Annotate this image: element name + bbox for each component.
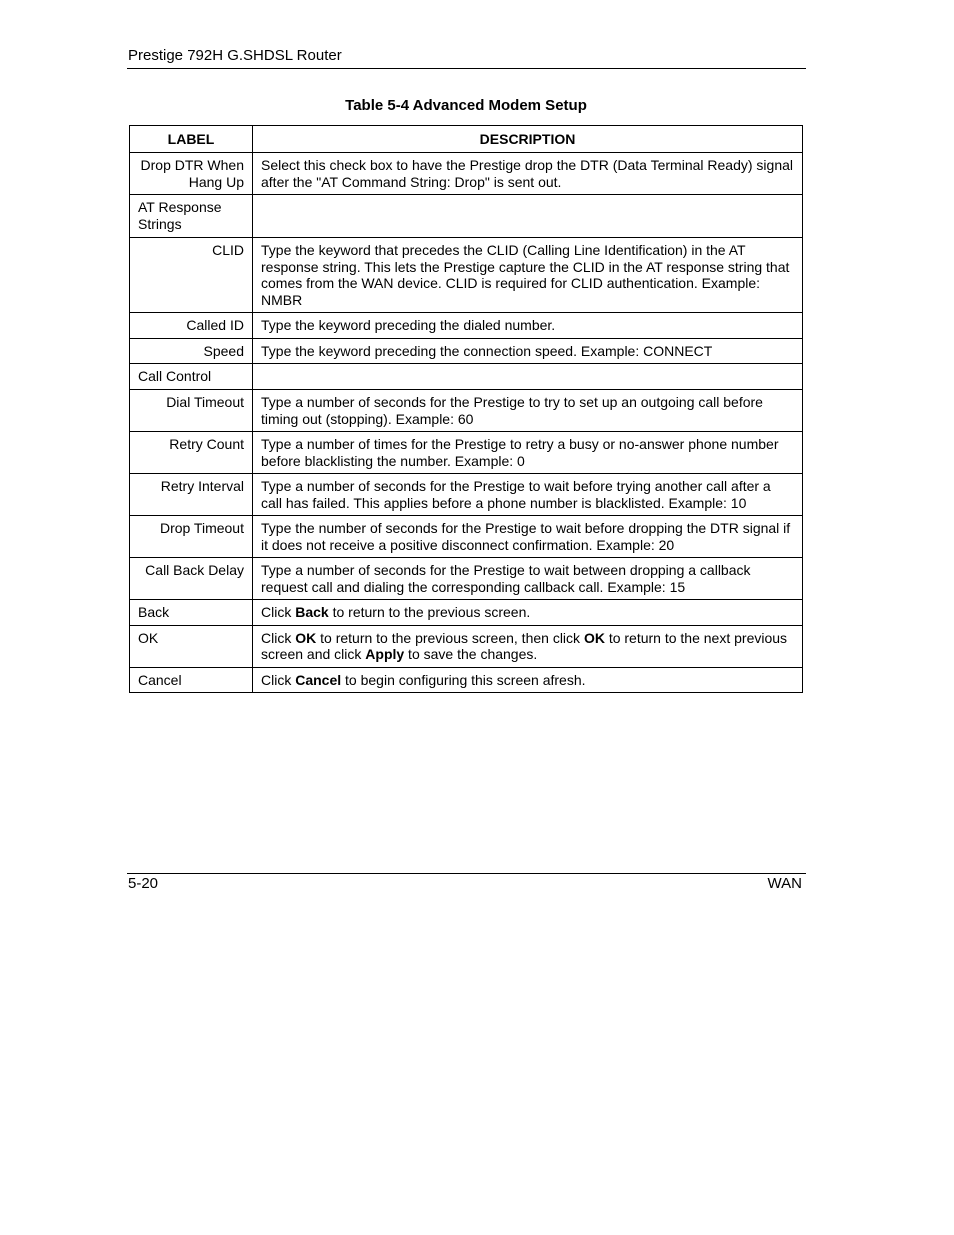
desc-text: Click	[261, 629, 296, 646]
row-label-back: Back	[130, 600, 253, 626]
row-label-clid: CLID	[130, 238, 253, 313]
table-row	[130, 600, 803, 626]
column-header-label: LABEL	[130, 126, 253, 153]
row-label-drop-timeout: Drop Timeout	[130, 516, 253, 558]
row-description: Type a number of seconds for the Prestige to wait between dropping a callback request call and dialing the corresponding callback call. Example: 15	[253, 558, 803, 600]
row-description	[253, 625, 803, 667]
row-description	[253, 364, 803, 390]
advanced-modem-setup-table	[129, 125, 803, 693]
table-row	[130, 313, 803, 339]
desc-text: to begin configuring this screen afresh.	[341, 671, 586, 688]
header-rule	[127, 68, 806, 69]
row-label-dial-timeout: Dial Timeout	[130, 390, 253, 432]
table-row	[130, 474, 803, 516]
footer-rule	[127, 873, 806, 874]
desc-bold-term: Cancel	[295, 671, 342, 688]
row-label-retry-interval: Retry Interval	[130, 474, 253, 516]
table-row	[130, 364, 803, 390]
row-label-call-back-delay: Call Back Delay	[130, 558, 253, 600]
row-label-at-response-strings: AT Response Strings	[130, 195, 253, 238]
desc-bold-term: OK	[583, 629, 605, 646]
row-label-retry-count: Retry Count	[130, 432, 253, 474]
page-number: 5-20	[128, 875, 159, 892]
desc-text: Click	[261, 671, 296, 688]
table-row	[130, 390, 803, 432]
row-label-call-control: Call Control	[130, 364, 253, 390]
desc-text: to return to the next previous screen and click	[261, 629, 788, 662]
table-row	[130, 432, 803, 474]
table-row	[130, 338, 803, 364]
desc-text: to save the changes.	[404, 646, 538, 662]
row-description	[253, 667, 803, 693]
table-row	[130, 625, 803, 667]
row-description: Type the keyword preceding the dialed number.	[253, 313, 803, 339]
row-description: Type a number of seconds for the Prestige to wait before trying another call after a call has failed. This applies before a phone number is blacklisted. Example: 10	[253, 474, 803, 516]
row-description	[253, 600, 803, 626]
row-description: Select this check box to have the Prestige drop the DTR (Data Terminal Ready) signal after the "AT Command String: Drop" is sent out.	[253, 153, 803, 195]
column-header-description: DESCRIPTION	[253, 126, 803, 153]
desc-bold-term: OK	[295, 629, 317, 646]
row-description	[253, 195, 803, 238]
row-description: Type the number of seconds for the Prestige to wait before dropping the DTR signal if it does not receive a positive disconnect confirmation. Example: 20	[253, 516, 803, 558]
table-row	[130, 667, 803, 693]
desc-text: to return to the previous screen, then click	[316, 629, 584, 646]
table-header-row	[130, 126, 803, 153]
row-label-speed: Speed	[130, 338, 253, 364]
row-description: Type the keyword that precedes the CLID (Calling Line Identification) in the AT response string. This lets the Prestige capture the CLID in the AT response string that comes from the WAN device. CLID is required for CLID authentication. Example: NMBR	[253, 238, 803, 313]
desc-text: Click	[261, 604, 296, 620]
table-row	[130, 516, 803, 558]
desc-bold-term: Apply	[365, 646, 405, 662]
row-description: Type a number of seconds for the Prestige to try to set up an outgoing call before timing out (stopping). Example: 60	[253, 390, 803, 432]
table-title: Table 5-4 Advanced Modem Setup	[345, 97, 587, 114]
row-label-cancel: Cancel	[130, 667, 253, 693]
running-header: Prestige 792H G.SHDSL Router	[128, 47, 342, 64]
row-description: Type the keyword preceding the connection speed. Example: CONNECT	[253, 338, 803, 364]
row-label-drop-dtr: Drop DTR When Hang Up	[130, 153, 253, 195]
table-row	[130, 195, 803, 238]
section-name: WAN	[767, 875, 802, 892]
row-label-called-id: Called ID	[130, 313, 253, 339]
table-row	[130, 153, 803, 195]
row-label-ok: OK	[130, 625, 253, 667]
table-row	[130, 238, 803, 313]
desc-bold-term: Back	[295, 604, 329, 620]
table-row	[130, 558, 803, 600]
desc-text: to return to the previous screen.	[328, 604, 531, 620]
row-description: Type a number of times for the Prestige to retry a busy or no-answer phone number before blacklisting the number. Example: 0	[253, 432, 803, 474]
